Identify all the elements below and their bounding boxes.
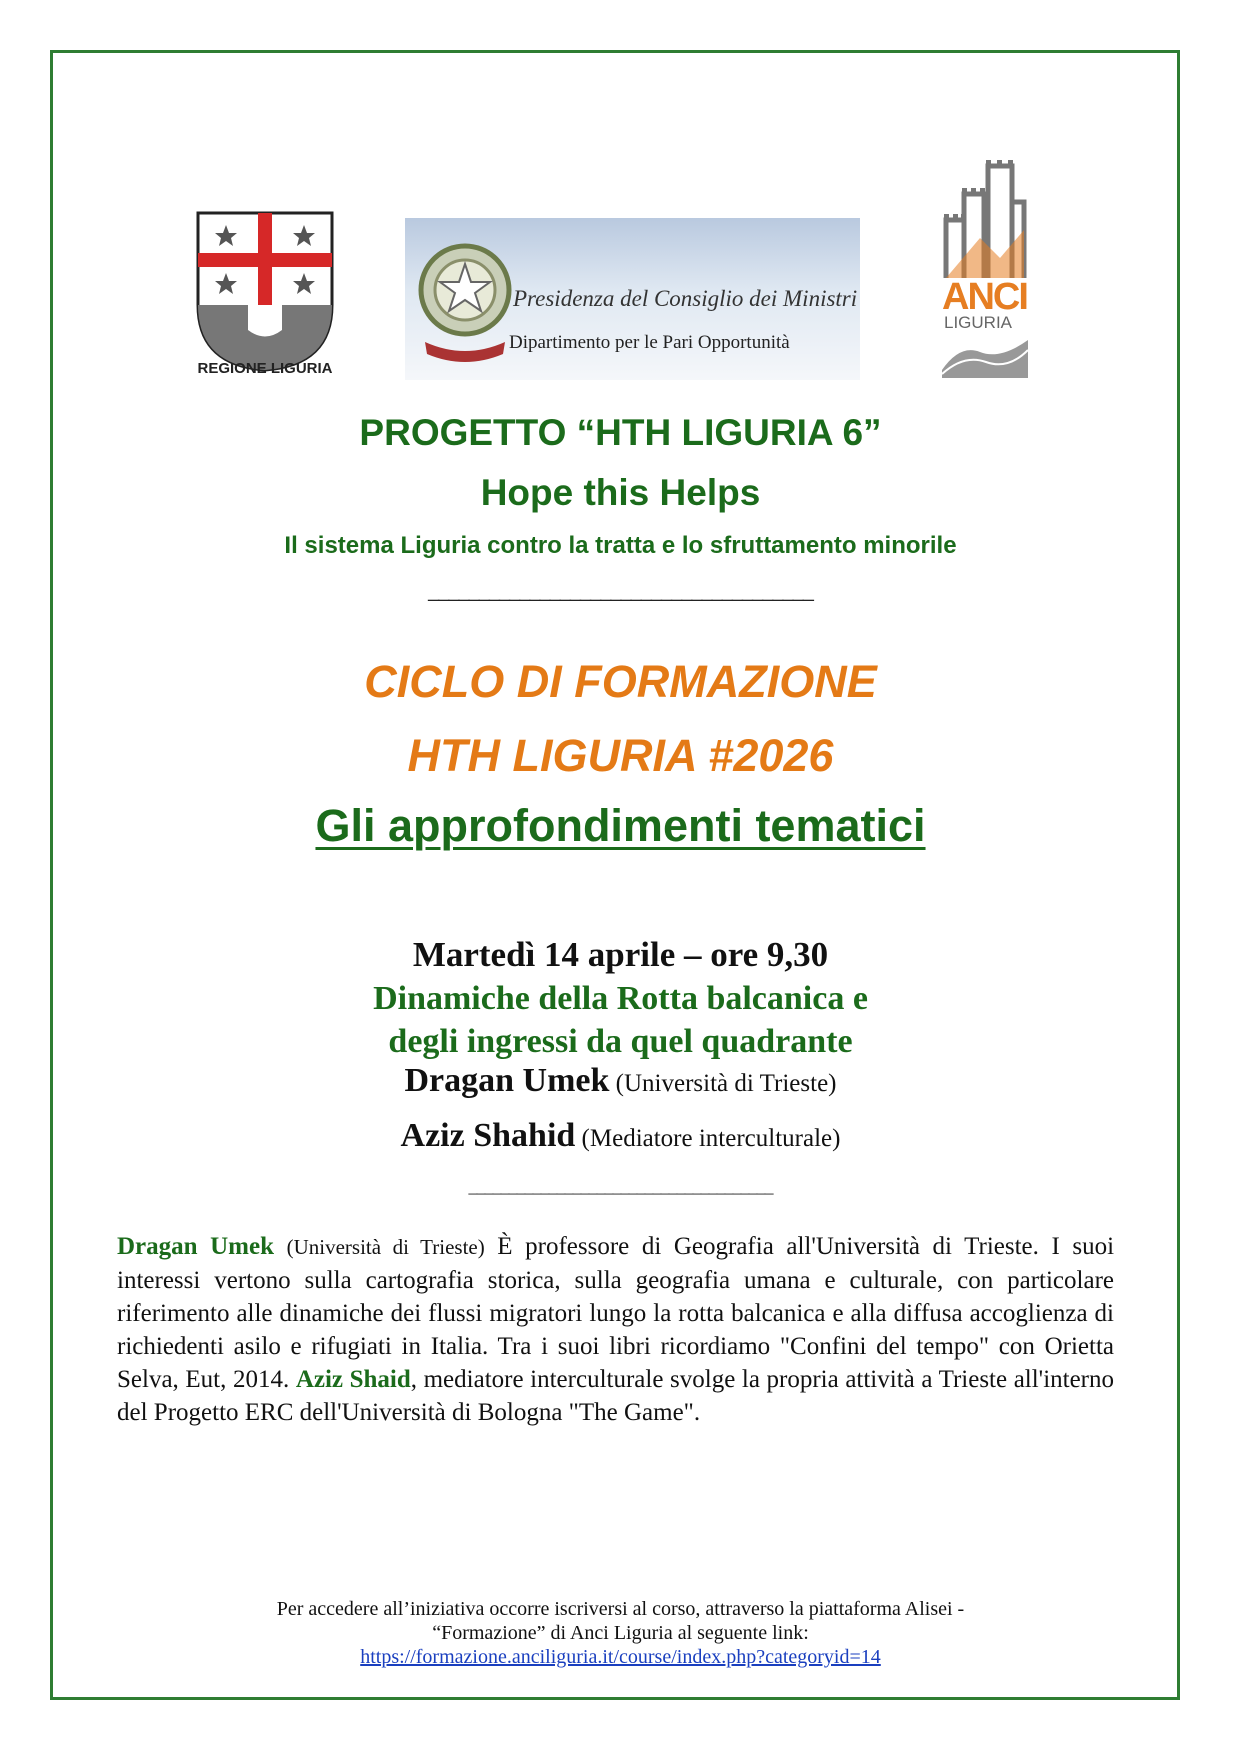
speaker-name: Aziz Shahid xyxy=(400,1117,576,1154)
cycle-title: CICLO DI FORMAZIONE xyxy=(364,656,877,707)
regione-liguria-label: REGIONE LIGURIA xyxy=(197,360,333,377)
bio-name-2: Aziz Shaid xyxy=(295,1366,411,1393)
presidenza-department: Dipartimento per le Pari Opportunità xyxy=(509,332,790,353)
speaker-affiliation: (Mediatore interculturale) xyxy=(581,1125,841,1152)
speakers-bio xyxy=(117,1230,1114,1429)
logo-bar xyxy=(0,0,1241,400)
anci-wordmark: ANCI xyxy=(942,276,1027,318)
waves-icon xyxy=(940,330,1030,380)
registration-link[interactable]: https://formazione.anciliguria.it/course/index.php?categoryid=14 xyxy=(360,1646,881,1668)
project-subtitle: Hope this Helps xyxy=(480,472,761,513)
footer-line2: “Formazione” di Anci Liguria al seguente link: xyxy=(432,1622,809,1644)
towers-icon xyxy=(940,160,1030,280)
speaker-name: Dragan Umek xyxy=(404,1062,610,1099)
speaker-row xyxy=(0,1062,1241,1100)
presidenza-logo xyxy=(405,218,860,380)
speaker-row xyxy=(0,1117,1241,1155)
divider: ______________________________________ xyxy=(428,580,813,602)
presidenza-name: Presidenza del Consiglio dei Ministri xyxy=(513,286,858,311)
bio-text-1: È professore di Geografia all'Università di Trieste. I suoi interessi vertono sulla cartografia storica, sulla geografia umana e culturale, con particolare riferimento alle dinamiche dei flussi migratori lungo la rotta balcanica e alla diffusa accoglienza di richiedenti asilo e rifugiati in Italia. Tra i suoi libri ricordiamo "Confini del tempo" con Orietta Selva, Eut, 2014. xyxy=(117,1233,1115,1393)
bio-text-2: , mediatore interculturale svolge la propria attività a Trieste all'interno del Progetto ERC dell'Università di Bologna "The Game". xyxy=(117,1366,1115,1426)
cycle-subtitle: Gli approfondimenti tematici xyxy=(315,800,926,851)
cycle-edition: HTH LIGURIA #2026 xyxy=(407,730,834,781)
footer xyxy=(0,1597,1241,1669)
regione-liguria-logo xyxy=(190,205,340,385)
project-title: PROGETTO “HTH LIGURIA 6” xyxy=(359,412,882,453)
bio-name-1: Dragan Umek xyxy=(117,1233,275,1260)
divider: ______________________________________ xyxy=(468,1176,773,1196)
bio-affiliation-1: (Università di Trieste) xyxy=(286,1235,485,1259)
project-description: Il sistema Liguria contro la tratta e lo sfruttamento minorile xyxy=(284,532,957,559)
event-title-line1: Dinamiche della Rotta balcanica e xyxy=(373,980,868,1017)
speaker-affiliation: (Università di Trieste) xyxy=(615,1070,837,1097)
event-title-line2: degli ingressi da quel quadrante xyxy=(388,1023,853,1060)
footer-line1: Per accedere all’iniziativa occorre iscriversi al corso, attraverso la piattaforma Alisei - xyxy=(276,1598,965,1620)
italian-emblem-icon xyxy=(415,230,515,370)
event-date: Martedì 14 aprile – ore 9,30 xyxy=(412,935,829,974)
anci-liguria-wordmark: LIGURIA xyxy=(944,313,1013,332)
anci-liguria-logo xyxy=(940,160,1030,375)
